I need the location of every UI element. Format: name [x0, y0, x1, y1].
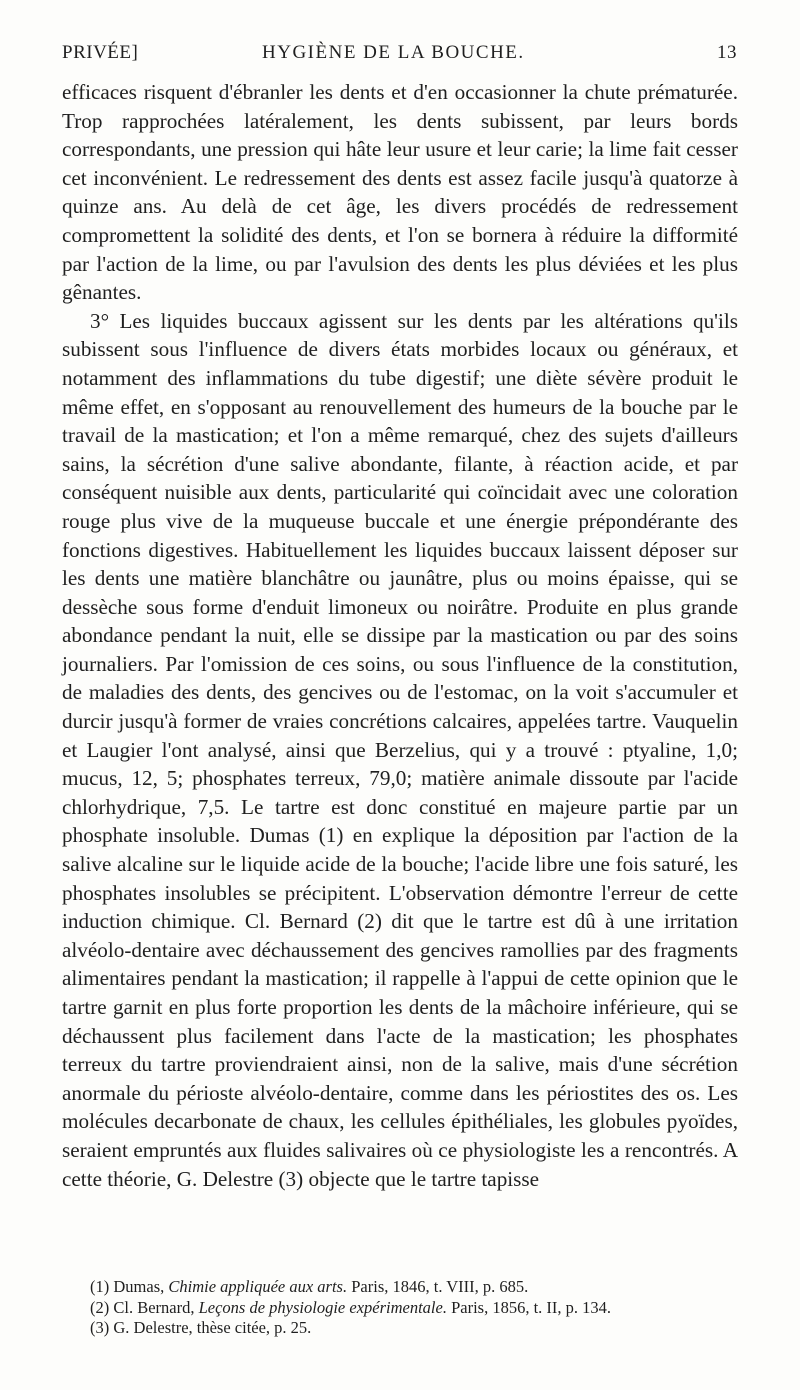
- running-head-title: HYGIÈNE DE LA BOUCHE.: [262, 42, 525, 63]
- running-head: [62, 42, 737, 68]
- footnote-author: Dumas,: [113, 1277, 165, 1296]
- footnote-number: (3): [90, 1318, 110, 1337]
- footnotes: [90, 1277, 740, 1339]
- body-text: [62, 78, 738, 1193]
- page-number: 13: [717, 42, 737, 63]
- footnote-1: [90, 1277, 740, 1298]
- footnote-2: [90, 1298, 740, 1319]
- footnote-number: (1): [90, 1277, 110, 1296]
- footnote-3: [90, 1318, 740, 1339]
- footnote-title: Chimie appliquée aux arts.: [168, 1277, 348, 1296]
- footnote-title: Leçons de physiologie expérimentale.: [198, 1297, 447, 1317]
- footnote-author: Cl. Bernard,: [113, 1297, 195, 1317]
- footnote-reference: Paris, 1856, t. II, p. 134.: [451, 1297, 612, 1317]
- footnote-number: (2): [90, 1297, 110, 1317]
- paragraph-liquides-buccaux: 3° Les liquides buccaux agissent sur les dents par les altérations qu'ils subissent sous l'influence de divers états morbides locaux ou généraux, et notamment des inflammations du tube digestif; une diète sévère produit le même effet, en s'opposant au renouvellement des humeurs de la bouche par le travail de la mastication; et l'on a même remarqué, chez des sujets d'ailleurs sains, la sécrétion d'une salive abondante, filante, à réaction acide, et par conséquent nuisible aux dents, particularité qui coïncidait avec une coloration rouge plus vive de la muqueuse buccale et une énergie prépondérante des fonctions digestives. Habituellement les liquides buccaux laissent déposer sur les dents une matière blanchâtre ou jaunâtre, plus ou moins épaisse, qui se dessèche sous forme d'enduit limoneux ou noirâtre. Produite en plus grande abondance pendant la nuit, elle se dissipe par la mastication ou par des soins journaliers. Par l'omission de ces soins, ou sous l'influence de la constitution, de maladies des dents, des gencives ou de l'estomac, on la voit s'accumuler et durcir jusqu'à former de vraies concrétions calcaires, appelées tartre. Vauquelin et Laugier l'ont analysé, ainsi que Berzelius, qui y a trouvé : ptyaline, 1,0; mucus, 12, 5; phosphates terreux, 79,0; matière animale dissoute par l'acide chlorhydrique, 7,5. Le tartre est donc constitué en majeure partie par un phosphate insoluble. Dumas (1) en explique la déposition par l'action de la salive alcaline sur le liquide acide de la bouche; l'acide libre une fois saturé, les phosphates insolubles se précipitent. L'observation démontre l'erreur de cette induction chimique. Cl. Bernard (2) dit que le tartre est dû à une irritation alvéolo-dentaire avec déchaussement des gencives ramollies par des fragments alimentaires pendant la mastication; il rappelle à l'appui de cette opinion que le tartre garnit en plus forte proportion les dents de la mâchoire inférieure, qui se déchaussent plus facilement dans l'acte de la mastication; les phosphates terreux du tartre proviendraient ainsi, non de la salive, mais d'une sécrétion anormale du périoste alvéolo-dentaire, comme dans les périostites des os. Les molécules decarbonate de chaux, les cellules épithéliales, les globules pyoïdes, seraient empruntés aux fluides salivaires où ce physiologiste les a rencontrés. A cette théorie, G. Delestre (3) objecte que le tartre tapisse: [62, 308, 738, 1191]
- footnote-reference: Paris, 1846, t. VIII, p. 685.: [351, 1277, 529, 1296]
- running-head-left: PRIVÉE]: [62, 42, 139, 63]
- paragraph-continued: efficaces risquent d'ébranler les dents et d'en occasionner la chute prématurée. Trop rapprochées latéralement, les dents subissent, par leurs bords correspondants, une pression qui hâte leur usure et leur carie; la lime fait cesser cet inconvénient. Le redressement des dents est assez facile jusqu'à quatorze à quinze ans. Au delà de cet âge, les divers procédés de redressement compromettent la solidité des dents, et l'on se bornera à réduire la difformité par l'action de la lime, ou par l'avulsion des dents les plus déviées et les plus gênantes.: [62, 80, 738, 305]
- footnote-reference: thèse citée, p. 25.: [196, 1318, 312, 1337]
- footnote-author: G. Delestre,: [113, 1318, 193, 1337]
